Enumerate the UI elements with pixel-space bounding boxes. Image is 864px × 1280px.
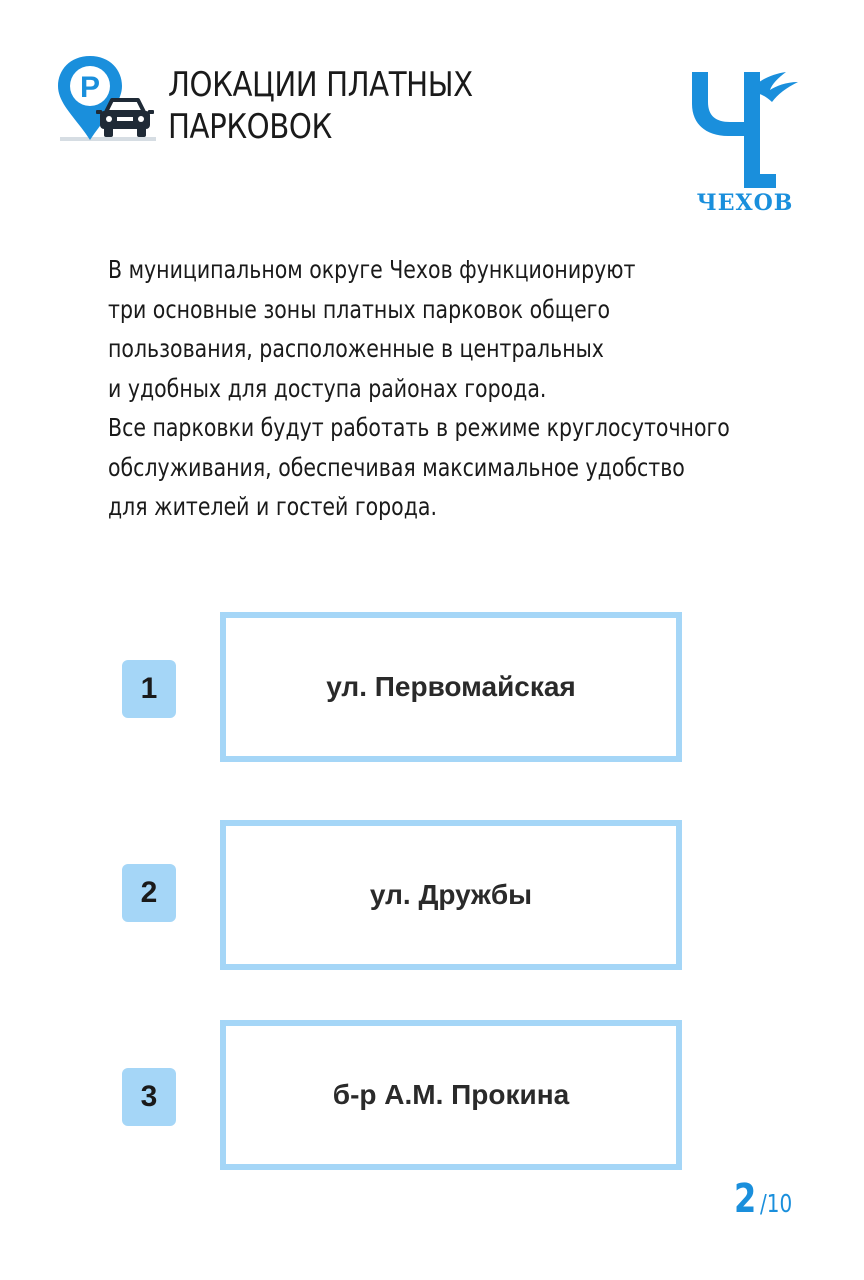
intro-line: В муниципальном округе Чехов функционируют [108,255,636,284]
location-name-box: б-р А.М. Прокина [220,1020,682,1170]
location-number-badge: 2 [122,864,176,922]
intro-line: пользования, расположенные в центральных [108,334,604,363]
location-number-badge: 1 [122,660,176,718]
page-total: /10 [760,1189,793,1218]
intro-line: три основные зоны платных парковок общего [108,294,610,324]
location-number-badge: 3 [122,1068,176,1126]
page-current: 2 [734,1176,757,1222]
intro-line: обслуживания, обеспечивая максимальное удобство [108,452,685,482]
location-name-box: ул. Первомайская [220,612,682,762]
page-title-line-2: ПАРКОВОК [168,107,332,147]
svg-text:P: P [79,71,101,104]
intro-line: Все парковки будут работать в режиме круглосуточного [108,413,730,442]
intro-line: и удобных для доступа районах города. [108,373,547,403]
intro-line: для жителей и гостей города. [108,492,437,521]
location-name-box: ул. Дружбы [220,820,682,970]
page-title-line-1: ЛОКАЦИИ ПЛАТНЫХ [168,65,473,105]
logo-name: ЧЕХОВ [696,190,794,214]
page-indicator [734,1176,800,1224]
